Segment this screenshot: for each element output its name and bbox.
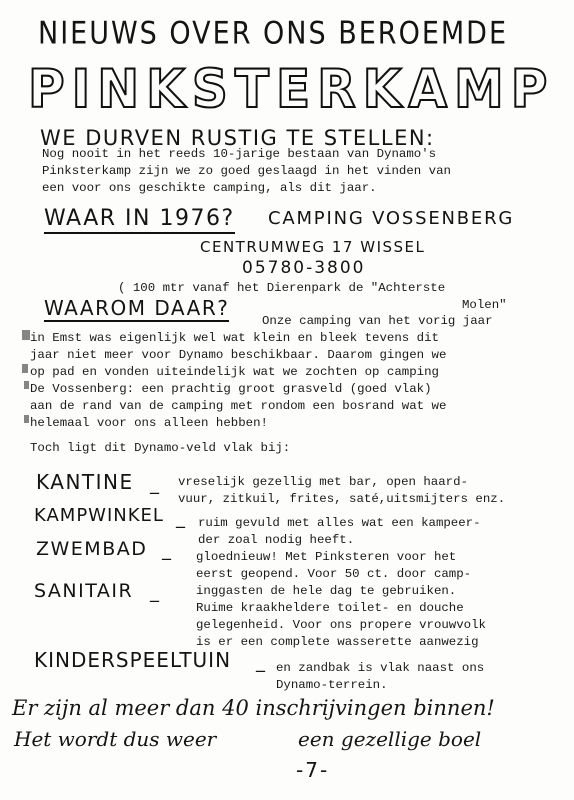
scan-smudge [24, 415, 29, 423]
header-line: NIEUWS OVER ONS BEROEMDE [38, 15, 509, 52]
facility-line: inggasten de hele dag te gebruiken. [196, 584, 457, 598]
scan-smudge [24, 381, 29, 389]
why-line-5: aan de rand van de camping met rondom een bosrand wat we [30, 399, 447, 413]
facility-line: gelegenheid. Voor ons propere vrouwvolk [196, 618, 486, 632]
facility-line: ruim gevuld met alles wat een kampeer- [198, 516, 481, 530]
intro-heading: WE DURVEN RUSTIG TE STELLEN: [40, 126, 435, 150]
facility-line: Ruime kraakheldere toilet- en douche [196, 601, 464, 615]
why-first-line: Onze camping van het vorig jaar [262, 314, 493, 328]
why-line-2: jaar niet meer voor Dynamo beschikbaar. Daarom gingen we [30, 348, 447, 362]
scan-smudge [22, 364, 28, 373]
facility-dash: _ [256, 652, 266, 673]
location-question: WAAR IN 1976? [44, 206, 235, 234]
why-line-3: op pad en vonden uiteindelijk wat we zochten op camping [30, 365, 439, 379]
why-nearby: Toch ligt dit Dynamo-veld vlak bij: [30, 441, 291, 455]
footer-note-2a: Het wordt dus weer [14, 727, 217, 751]
intro-line-2: Pinksterkamp zijn we zo goed geslaagd in het vinden van [42, 164, 451, 178]
facility-line: vuur, zitkuil, frites, saté,uitsmijters enz. [178, 492, 506, 506]
why-line-1: in Emst was eigenlijk wel wat klein en bleek tevens dit [30, 331, 439, 345]
facility-name: SANITAIR [34, 580, 134, 602]
facility-line: eerst geopend. Voor 50 ct. door camp- [196, 567, 472, 581]
footer-note-2b: een gezellige boel [298, 727, 482, 751]
facility-name: KAMPWINKEL [34, 505, 164, 526]
intro-line-3: een voor ons geschikte camping, als dit jaar. [42, 181, 377, 195]
facility-line: vreselijk gezellig met bar, open haard- [178, 475, 468, 489]
facility-dash: _ [150, 582, 160, 603]
scan-smudge [22, 330, 30, 340]
camping-phone: 05780-3800 [242, 258, 366, 278]
facility-line: en zandbak is vlak naast ons [276, 661, 485, 675]
facility-dash: _ [176, 508, 186, 529]
why-line-4: De Vossenberg: een prachtig groot grasveld (goed vlak) [30, 382, 432, 396]
camping-address: CENTRUMWEG 17 WISSEL [200, 238, 426, 256]
distance-line-1: ( 100 mtr vanaf het Dierenpark de "Achterste [118, 281, 446, 295]
facility-line: gloednieuw! Met Pinksteren voor het [196, 550, 457, 564]
distance-line-2: Molen" [462, 298, 507, 312]
facility-line: der zoal nodig heeft. [198, 533, 355, 547]
why-line-6: helemaal voor ons alleen hebben! [30, 416, 268, 430]
facility-name: KANTINE [36, 470, 134, 494]
facility-line: is er een complete wasserette aanwezig [196, 635, 479, 649]
page-title: PINKSTERKAMP [28, 58, 555, 120]
intro-line-1: Nog nooit in het reeds 10-jarige bestaan van Dynamo's [42, 147, 437, 161]
facility-dash: _ [162, 540, 172, 561]
facility-name: KINDERSPEELTUIN [34, 648, 232, 672]
camping-name: CAMPING VOSSENBERG [268, 208, 515, 229]
facility-line: Dynamo-terrein. [276, 678, 388, 692]
why-heading: WAAROM DAAR? [44, 296, 230, 320]
page-number: -7- [296, 758, 330, 782]
facility-dash: _ [150, 474, 160, 495]
footer-note: Er zijn al meer dan 40 inschrijvingen binnen! [12, 696, 495, 720]
facility-name: ZWEMBAD [36, 538, 148, 560]
